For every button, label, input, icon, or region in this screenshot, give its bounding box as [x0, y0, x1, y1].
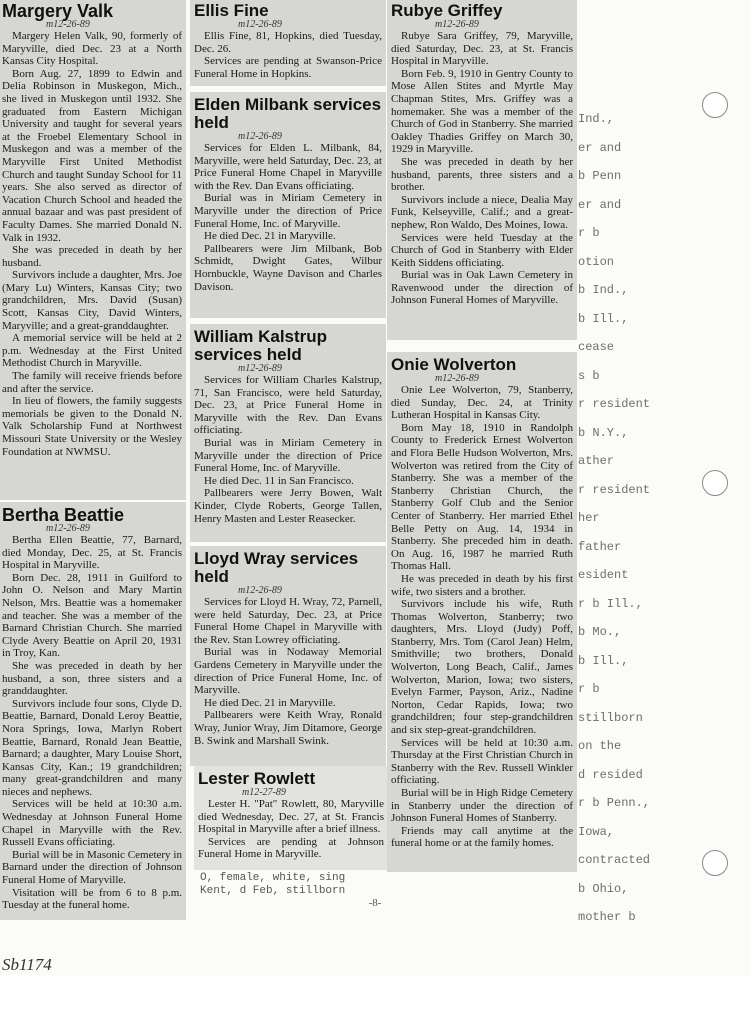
typed-line: ather [578, 454, 615, 468]
obituary-body [194, 374, 382, 525]
obituary-paragraph: Visitation will be from 6 to 8 p.m. Tuesday at the funeral home. [2, 886, 182, 912]
punch-hole [702, 470, 728, 496]
typed-line: Kent, d Feb, stillborn [200, 885, 346, 897]
obituary-paragraph: Burial will be in Masonic Cemetery in Barnard under the direction of Johnson Funeral Home of Maryville. [2, 848, 182, 887]
typed-line: father [578, 539, 622, 554]
obituary-clipping-griffey [387, 0, 577, 340]
obituary-paragraph: Survivors include four sons, Clyde D. Beattie, Barnard, Donald Leroy Beattie, Nora Springs, Iowa, Marlyn Robert Beattie, Barnard, Ronald Jean Beattie, Barnard; a daughter, Mary Louise Short, Kansas City, Kan.; 19 grandchildren; many great-grandchildren and many nieces and nephews. [2, 697, 182, 798]
typed-line: Iowa, [578, 824, 615, 839]
handwritten-date: m12-26-89 [46, 523, 90, 534]
typed-line: r b Ill., [578, 596, 643, 611]
obituary-paragraph: Margery Helen Valk, 90, formerly of Maryville, died Dec. 23 at a North Kansas City Hospital. [2, 30, 182, 68]
obituary-name: Margery Valk [2, 1, 114, 21]
obituary-name: Rubye Griffey [391, 1, 503, 20]
punch-hole [702, 92, 728, 118]
obituary-body [2, 534, 182, 912]
typed-line: s b [578, 368, 600, 383]
obituary-clipping-wolverton [387, 352, 577, 872]
obituary-body [2, 30, 182, 458]
obituary-paragraph: Born May 18, 1910 in Randolph County to Frederick Ernest Wolverton and Flora Belle Hudson Wolverton, Mrs. Wolverton was retired from the City of Stanberry. She was a member of the Stanberry Christian Church, the Stanberry Golf Club and the Senior Center of Stanberry. Her married Ethel Belle Petty on Aug. 14, 1934 in Stanberry. She preceded him in death. On Aug. 16, 1987 he married Ruth Thomas Hall. [391, 421, 573, 573]
handwritten-date: m12-26-89 [435, 19, 479, 30]
obituary-paragraph: Born Feb. 9, 1910 in Gentry County to Mose Allen Stites and Myrtle May Chapman Stites, Mrs. Griffey was a homemaker. She was a member of the Church of God in Stanberry. She married Oakley Thadies Griffey on March 30, 1929 in Maryville. [391, 67, 573, 156]
obituary-clipping-fine [190, 0, 386, 86]
obituary-body [194, 596, 382, 747]
typed-line: esident [578, 568, 629, 582]
obituary-paragraph: Services for Lloyd H. Wray, 72, Parnell, were held Saturday, Dec. 23, at Price Funeral Home Chapel in Maryville with the Rev. Stan Lowrey officiating. [194, 596, 382, 646]
typed-line: er and [578, 197, 622, 212]
obituary-clipping-rowlett [194, 766, 388, 870]
handwritten-date: m12-26-89 [46, 19, 90, 30]
handwritten-date: m12-26-89 [238, 585, 282, 596]
typed-line: Ind., [578, 112, 615, 126]
obituary-clipping-wray [190, 546, 386, 766]
obituary-paragraph: Burial will be in High Ridge Cemetery in Stanberry under the direction of Johnson Funeral Homes of Stanberry. [391, 787, 573, 825]
obituary-paragraph: Burial was in Miriam Cemetery in Maryville under the direction of Price Funeral Home, Inc. of Maryville. [194, 192, 382, 230]
scan-bottom-margin [0, 975, 750, 1033]
page-number: -8- [368, 897, 382, 909]
typed-line: contracted [578, 853, 651, 867]
typed-line: b Mo., [578, 625, 622, 639]
handwritten-date: m12-26-89 [238, 363, 282, 374]
punch-hole [702, 850, 728, 876]
obituary-clipping-valk [0, 0, 186, 500]
handwritten-date: m12-27-89 [242, 787, 286, 798]
obituary-paragraph: Bertha Ellen Beattie, 77, Barnard, died Monday, Dec. 25, at St. Francis Hospital in Maryville. [2, 534, 182, 572]
obituary-paragraph: Pallbearers were Keith Wray, Ronald Wray, Junior Wray, Jim Ditamore, George B. Swink and Marshall Swink. [194, 709, 382, 747]
typed-line: cease [578, 340, 615, 354]
handwritten-date: m12-26-89 [238, 131, 282, 142]
obituary-body [391, 384, 573, 850]
obituary-body [198, 798, 384, 861]
obituary-paragraph: The family will receive friends before and after the service. [2, 370, 182, 395]
obituary-paragraph: Pallbearers were Jerry Bowen, Walt Kinder, Clyde Roberts, George Tallen, Henry Masten and Lester Reasecker. [194, 487, 382, 525]
obituary-body [194, 30, 382, 80]
obituary-clipping-milbank [190, 92, 386, 318]
obituary-clipping-kalstrup [190, 324, 386, 542]
obituary-paragraph: In lieu of flowers, the family suggests memorials be given to the Donald N. Valk Scholarship Fund at Northwest Missouri State University or the Wesley Foundation at NWMSU. [2, 395, 182, 458]
typed-line: on the [578, 739, 622, 753]
obituary-paragraph: Services will be held at 10:30 a.m. Thursday at the First Christian Church in Stanberry with the Rev. Russell Winkler officiating. [391, 736, 573, 787]
obituary-paragraph: He died Dec. 21 in Maryville. [204, 696, 336, 709]
archive-mark: Sb1174 [2, 955, 52, 974]
obituary-name: Onie Wolverton [391, 355, 517, 374]
obituary-paragraph: Born Aug. 27, 1899 to Edwin and Delia Robinson in Muskegon, Mich., she lived in Muskegon until 1932. She graduated from Eastern Michigan University and taught for several years at the Froebel Elementary School in Muskegon and was a member of the Maryville First United Methodist Church and taught Sunday School for 11 years. She also served as director of Vacation Church School and headed the annual bazaar and was past president of Faculty Dames. She married Donald N. Valk in 1932. [2, 67, 182, 244]
typed-line: r resident [578, 482, 651, 497]
typed-line: b Ill., [578, 311, 629, 326]
obituary-paragraph: Onie Lee Wolverton, 79, Stanberry, died Sunday, Dec. 24, at Trinity Lutheran Hospital in Kansas City. [391, 384, 573, 422]
typed-line: r resident [578, 397, 651, 411]
obituary-paragraph: Burial was in Nodaway Memorial Gardens Cemetery in Maryville under the direction of Price Funeral Home, Inc. of Maryville. [194, 646, 382, 697]
typed-line: d resided [578, 767, 643, 782]
obituary-paragraph: Services for William Charles Kalstrup, 71, San Francisco, were held Saturday, Dec. 23, at Price Funeral Home in Maryville with the Rev. Dan Evans officiating. [194, 374, 382, 437]
typed-line: O, female, white, sing [200, 872, 346, 884]
obituary-paragraph: Lester H. "Pat" Rowlett, 80, Maryville died Wednesday, Dec. 27, at St. Francis Hospital in Maryville after a brief illness. [198, 798, 384, 836]
obituary-paragraph: He died Dec. 11 in San Francisco. [204, 474, 354, 487]
obituary-paragraph: Services will be held at 10:30 a.m. Wednesday at Johnson Funeral Home Chapel in Maryville with the Rev. Russell Evans officiating. [2, 798, 182, 849]
obituary-paragraph: A memorial service will be held at 2 p.m. Wednesday at the First United Methodist Church in Maryville. [2, 332, 182, 370]
obituary-paragraph: Pallbearers were Jim Milbank, Bob Schmidt, Dwight Gates, Wilbur Hornbuckle, Wayne Davison and Charles Davison. [194, 242, 382, 293]
typed-line: r b [578, 682, 600, 696]
typed-line: b Ohio, [578, 881, 629, 896]
obituary-name: Ellis Fine [194, 1, 269, 20]
obituary-paragraph: She was preceded in death by her husband, a son, three sisters and a granddaughter. [2, 659, 182, 698]
obituary-paragraph: Services are pending at Swanson-Price Funeral Home in Hopkins. [194, 55, 382, 80]
typed-line: r b [578, 226, 600, 240]
obituary-name: Elden Milbank services held [194, 95, 382, 132]
typed-line: b Penn [578, 169, 622, 183]
obituary-paragraph: Rubye Sara Griffey, 79, Maryville, died Saturday, Dec. 23, at St. Francis Hospital in Maryville. [391, 30, 573, 68]
obituary-name: Bertha Beattie [2, 505, 125, 525]
typed-register-fragment [200, 872, 575, 898]
handwritten-date: m12-26-89 [435, 373, 479, 384]
obituary-paragraph: He died Dec. 21 in Maryville. [204, 230, 336, 243]
obituary-name: Lloyd Wray services held [194, 549, 359, 586]
handwritten-date: m12-26-89 [238, 19, 282, 30]
obituary-paragraph: Services for Elden L. Milbank, 84, Maryville, were held Saturday, Dec. 23, at Price Funeral Home Chapel in Maryville with the Rev. Dan Evans officiating. [194, 142, 382, 192]
typed-line: er and [578, 140, 622, 155]
typed-line: b Ill., [578, 653, 629, 668]
typed-line: otion [578, 254, 615, 269]
obituary-body [194, 142, 382, 293]
obituary-paragraph: He was preceded in death by his first wife, two sisters and a brother. [391, 572, 573, 598]
obituary-name: Lester Rowlett [198, 769, 316, 788]
obituary-paragraph: Friends may call anytime at the funeral home or at the family homes. [391, 824, 573, 850]
obituary-paragraph: Burial was in Oak Lawn Cemetery in Ravenwood under the direction of Johnson Funeral Homes of Maryville. [391, 269, 573, 307]
obituary-paragraph: Ellis Fine, 81, Hopkins, died Tuesday, Dec. 26. [194, 30, 382, 55]
typed-line: b N.Y., [578, 425, 629, 440]
typed-line: b Ind., [578, 283, 629, 297]
obituary-paragraph: Survivors include a daughter, Mrs. Joe (Mary Lu) Winters, Kansas City; two grandchildren, Mrs. David (Susan) Scott, Kansas City, David Winters, Maryville; and a great-granddaughter. [2, 269, 182, 332]
obituary-clipping-beattie [0, 502, 186, 920]
typed-line: her [578, 511, 600, 525]
obituary-paragraph: Burial was in Miriam Cemetery in Maryville under the direction of Price Funeral Home, Inc. of Maryville. [194, 436, 382, 475]
obituary-body [391, 30, 573, 307]
obituary-name: William Kalstrup services held [194, 327, 328, 364]
obituary-paragraph: Services are pending at Johnson Funeral Home in Maryville. [198, 835, 384, 861]
obituary-paragraph: Survivors include a niece, Dealia May Funk, Kelseyville, Calif.; and a great-nephew, Ron Waldo, Des Moines, Iowa. [391, 193, 573, 231]
typed-line: stillborn [578, 710, 643, 725]
obituary-paragraph: Born Dec. 28, 1911 in Guilford to John O. Nelson and Mary Martin Nelson, Mrs. Beattie was a homemaker and teacher. She was a member of the Barnard Christian Church. She married Clyde Avery Beattie on April 20, 1931 in Troy, Kan. [2, 571, 182, 660]
typed-line: mother b [578, 910, 636, 924]
obituary-paragraph: She was preceded in death by her husband, parents, three sisters and a brother. [391, 155, 573, 194]
obituary-paragraph: Services were held Tuesday at the Church of God in Stanberry with Elder Keith Siddens officiating. [391, 231, 573, 269]
obituary-paragraph: She was preceded in death by her husband. [2, 244, 182, 269]
obituary-paragraph: Survivors include his wife, Ruth Thomas Wolverton, Stanberry; two daughters, Mrs. Lloyd (Judy) Poff, Stanberry, Mrs. Tom (Carol Jean) Helm, Smithville; two brothers, Donald Wolverton, Long Beach, Calif., James Wolverton, Marion, Iowa; two sisters, Evelyn Farmer, Payson, Ariz., Nadine Norton, Cedar Rapids, Iowa; two grandchildren; four step-grandchildren and six step-great-grandchildren. [391, 598, 573, 737]
typed-line: r b Penn., [578, 796, 651, 810]
